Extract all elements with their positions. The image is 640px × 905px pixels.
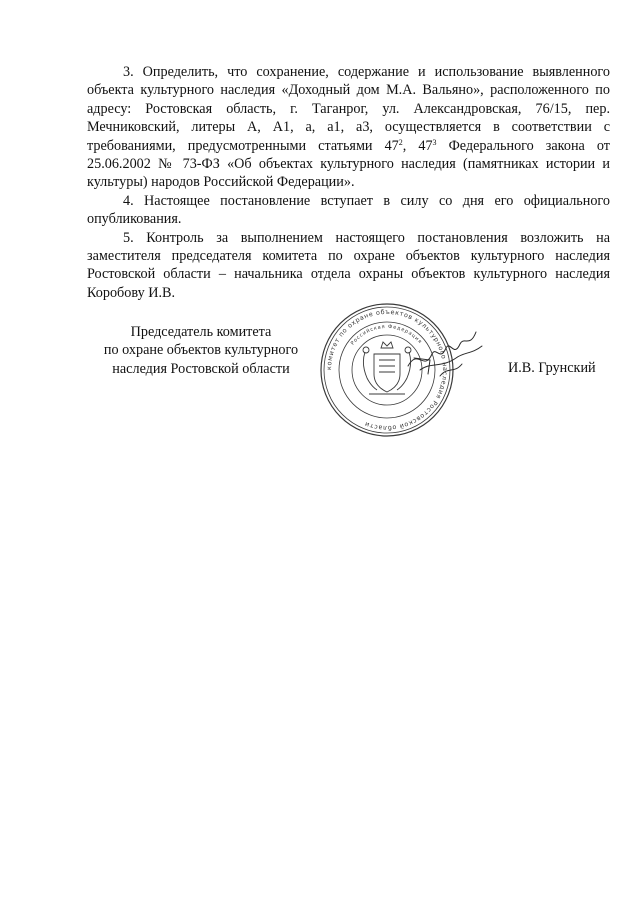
signatory-title-line: по охране объектов культурного bbox=[103, 342, 299, 359]
official-seal-icon bbox=[319, 302, 455, 438]
seal-inner-text: Российская Федерация bbox=[349, 323, 424, 347]
document-body bbox=[87, 63, 610, 302]
signatory-title-line: наследия Ростовской области bbox=[112, 360, 290, 377]
svg-text:Российская Федерация bbox=[350, 324, 423, 347]
superscript-3: 3 bbox=[432, 137, 437, 147]
paragraph-3 bbox=[87, 63, 610, 192]
paragraph-4: 4. Настоящее постановление вступает в силу со дня его официального опубликования. bbox=[87, 192, 610, 228]
paragraph-3-text-mid: , 47 bbox=[402, 137, 433, 154]
coat-of-arms-icon bbox=[363, 342, 411, 394]
paragraph-3-text: 3. Определить, что сохранение, содержание и использование выявленного объекта культурного наследия «Доходный дом М.А. Вальяно», расположенного по адресу: Ростовская область, г. Таганрог, ул. Александровская, 76/15, пер. Мечниковский, литеры А, А1, а, а1, а3, осуществляется в соответствии с требованиями, предусмотренными статьями 47 bbox=[87, 64, 610, 154]
seal-outer-text: комитет по охране объектов культурного наследия Ростовской области bbox=[324, 307, 450, 433]
svg-text:комитет по охране объектов кул bbox=[325, 308, 449, 432]
superscript-2: 2 bbox=[398, 137, 403, 147]
signatory-title-line: Председатель комитета bbox=[130, 324, 272, 340]
handwritten-signature-icon bbox=[400, 318, 490, 388]
signatory-title bbox=[96, 323, 306, 378]
paragraph-3-text-end: Федерального закона от 25.06.2002 № 73-ФЗ «Об объектах культурного наследия (памятниках истории и культуры) народов Российской Федерации». bbox=[87, 137, 610, 191]
paragraph-5: 5. Контроль за выполнением настоящего постановления возложить на заместителя председателя комитета по охране объектов культурного наследия Ростовской области – начальника отдела охраны объектов культурного наследия Коробову И.В. bbox=[87, 229, 610, 301]
signatory-name: И.В. Грунский bbox=[508, 360, 596, 376]
